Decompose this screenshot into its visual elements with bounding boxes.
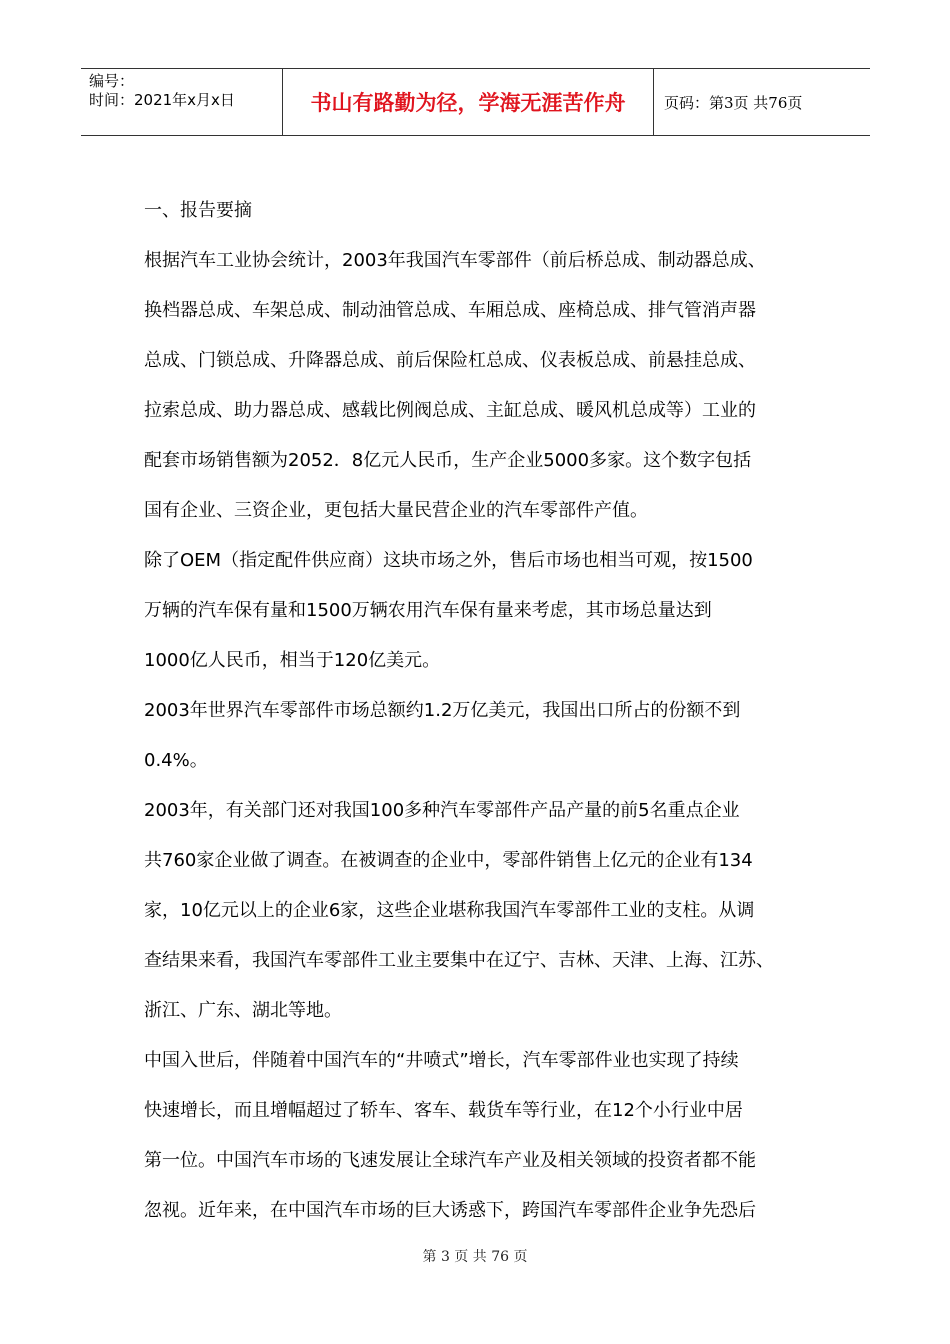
text-line: 家，10亿元以上的企业6家，这些企业堪称我国汽车零部件工业的支柱。从调 (144, 900, 755, 921)
text-line: 第一位。中国汽车市场的飞速发展让全球汽车产业及相关领域的投资者都不能 (144, 1150, 756, 1171)
text-line: 浙江、广东、湖北等地。 (144, 1000, 342, 1021)
page-footer: 第 3 页 共 76 页 (422, 1249, 528, 1265)
text-line: 根据汽车工业协会统计，2003年我国汽车零部件（前后桥总成、制动器总成、 (144, 250, 766, 271)
text-line: 2003年世界汽车零部件市场总额约1.2万亿美元，我国出口所占的份额不到 (144, 700, 741, 721)
section-heading: 一、报告要摘 (144, 200, 252, 221)
header-motto: 书山有路勤为径，学海无涯苦作舟 (282, 69, 654, 135)
text-line: 中国入世后，伴随着中国汽车的“井喷式”增长，汽车零部件业也实现了持续 (144, 1050, 739, 1071)
text-line: 万辆的汽车保有量和1500万辆农用汽车保有量来考虑，其市场总量达到 (144, 600, 712, 621)
page-header (81, 68, 870, 136)
text-line: 换档器总成、车架总成、制动油管总成、车厢总成、座椅总成、排气管消声器 (144, 300, 756, 321)
header-page-info: 页码：第3页 共76页 (664, 93, 803, 112)
text-line: 0.4%。 (144, 750, 208, 771)
header-meta (81, 69, 282, 135)
document-time-label: 时间：2021年x月x日 (89, 91, 235, 109)
text-line: 国有企业、三资企业，更包括大量民营企业的汽车零部件产值。 (144, 500, 648, 521)
text-line: 除了OEM（指定配件供应商）这块市场之外，售后市场也相当可观，按1500 (144, 550, 753, 571)
text-line: 查结果来看，我国汽车零部件工业主要集中在辽宁、吉林、天津、上海、江苏、 (144, 950, 774, 971)
text-line: 配套市场销售额为2052．8亿元人民币，生产企业5000多家。这个数字包括 (144, 450, 752, 471)
text-line: 1000亿人民币，相当于120亿美元。 (144, 650, 441, 671)
document-code-label: 编号： (89, 72, 135, 90)
text-line: 快速增长，而且增幅超过了轿车、客车、载货车等行业，在12个小行业中居 (144, 1100, 743, 1121)
text-line: 忽视。近年来，在中国汽车市场的巨大诱惑下，跨国汽车零部件企业争先恐后 (144, 1200, 756, 1221)
document-body (144, 186, 814, 1236)
text-line: 共760家企业做了调查。在被调查的企业中，零部件销售上亿元的企业有134 (144, 850, 753, 871)
text-line: 拉索总成、助力器总成、感载比例阀总成、主缸总成、暖风机总成等）工业的 (144, 400, 756, 421)
text-line: 2003年，有关部门还对我国100多种汽车零部件产品产量的前5名重点企业 (144, 800, 740, 821)
text-line: 总成、门锁总成、升降器总成、前后保险杠总成、仪表板总成、前悬挂总成、 (144, 350, 756, 371)
